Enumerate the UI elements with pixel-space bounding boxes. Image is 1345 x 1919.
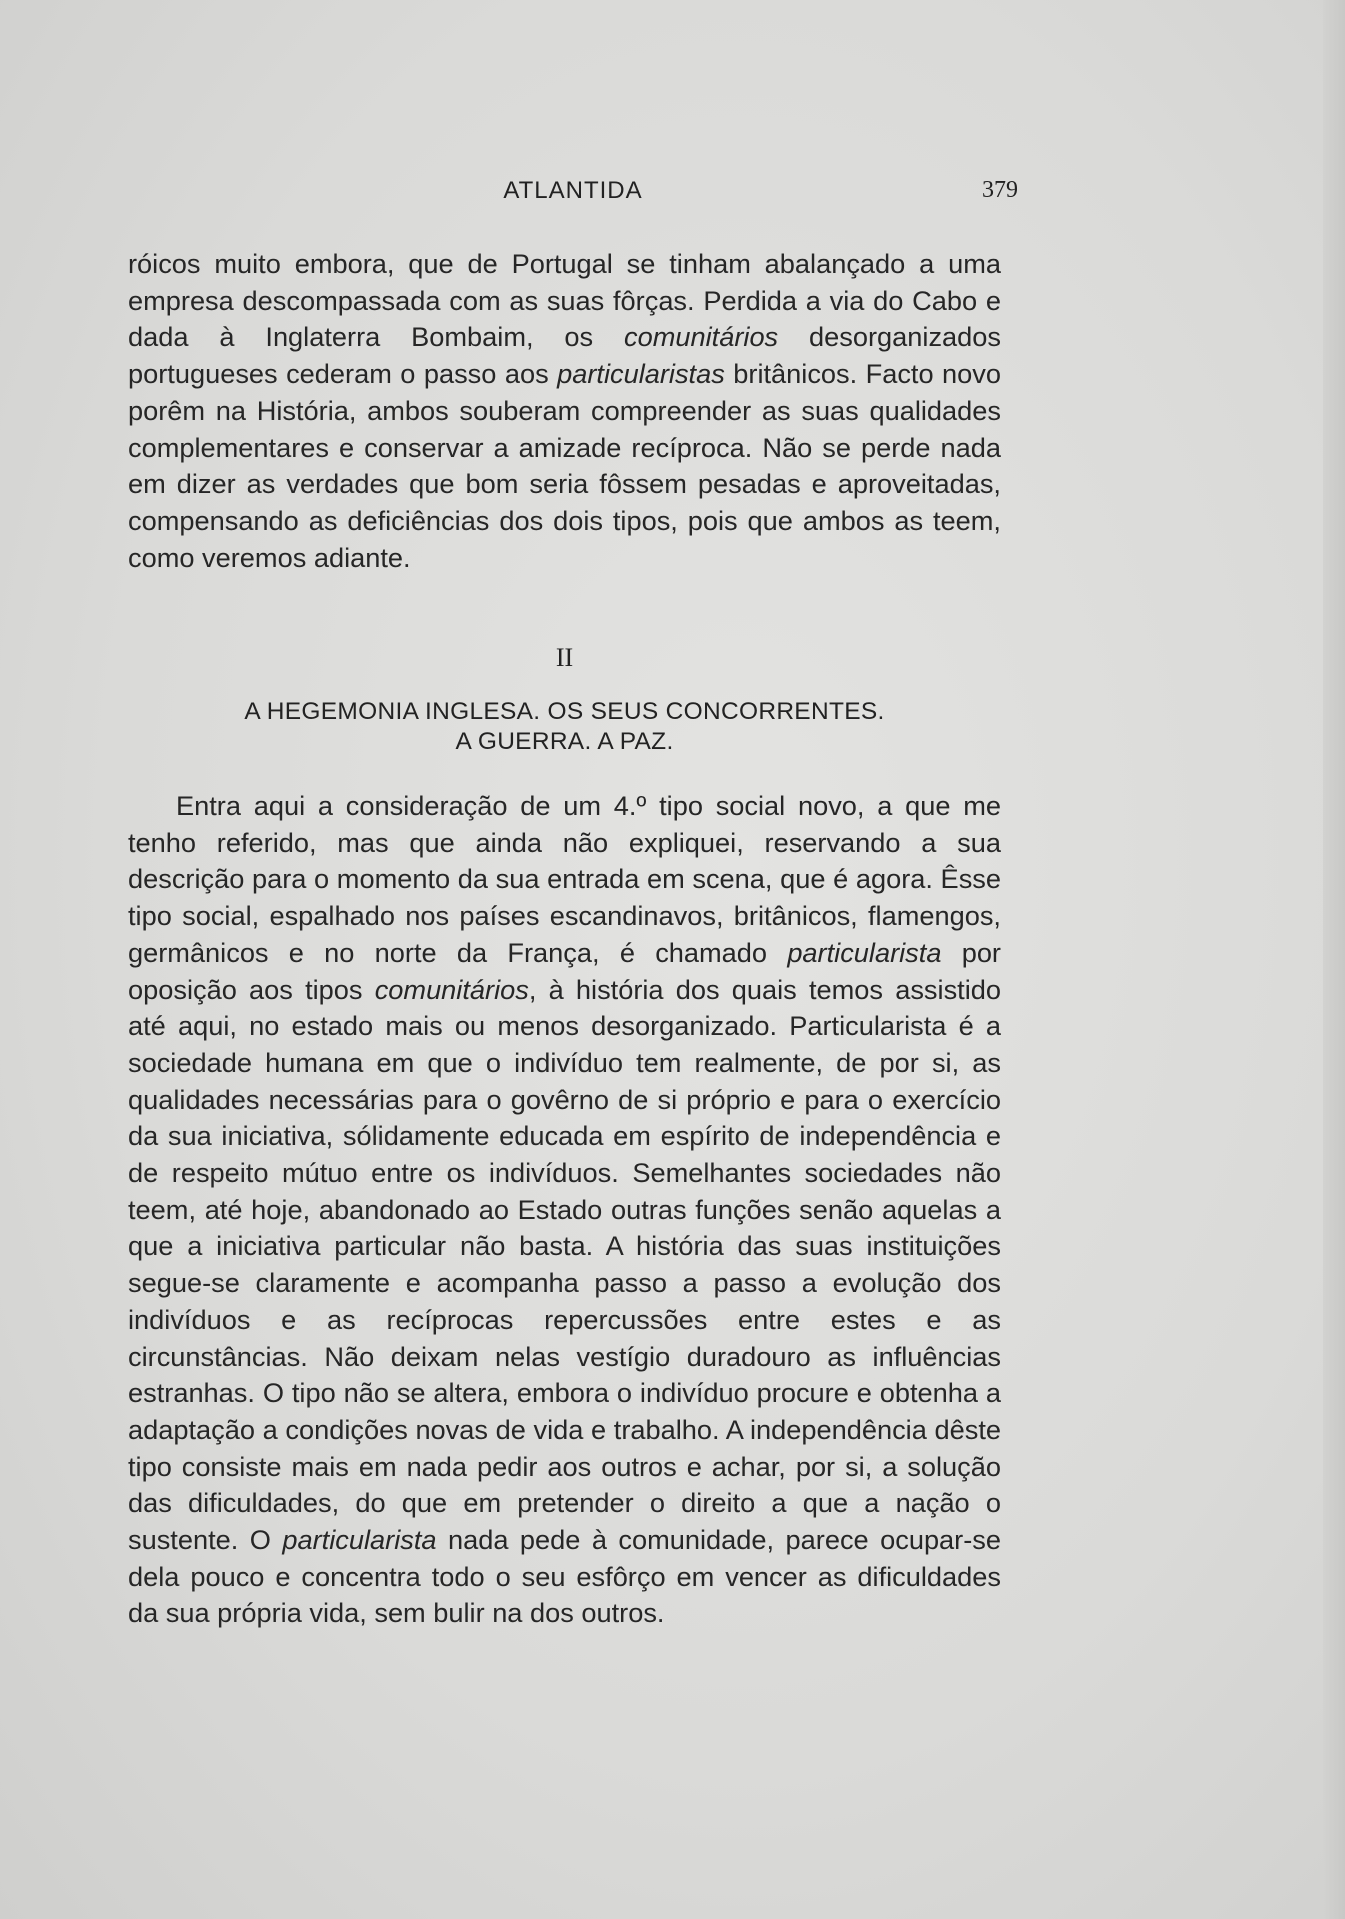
paragraph-2-text-c: , à história dos quais temos assistido até aqui, no estado mais ou menos desorganizado. Particularista é a sociedade humana em que o indivíduo tem realmente, de por si, as qualidades necessárias para o govêrno de si próprio e para o exercício da sua iniciativa, sólidamente educada em espírito de independência e de respeito mútuo entre os indivíduos. Semelhantes sociedades não teem, até hoje, abandonado ao Estado outras funções senão aquelas a que a iniciativa particular não basta. A história das suas instituições segue-se claramente e acompanha passo a passo a evolução dos indivíduos e as recíprocas repercussões entre estes e as circunstâncias. Não deixam nelas vestígio duradouro as influências estranhas. O tipo não se altera, embora o indivíduo procure e obtenha a adaptação a condições novas de vida e trabalho. A independência dêste tipo consiste mais em nada pedir aos outros e achar, por si, a solução das dificuldades, do que em pretender o direito a que a nação o sustente. O bbox=[128, 973, 1001, 1556]
page-header bbox=[128, 177, 1018, 211]
running-head: ATLANTIDA bbox=[503, 177, 643, 204]
paragraph-1-text-c: britânicos. Facto novo porêm na História, ambos souberam compreender as suas qualidades complementares e conservar a amizade recíproca. Não se perde nada em dizer as verdades que bom seria fôssem pesadas e aproveitadas, compensando as deficiências dos dois tipos, pois que ambos as teem, como veremos adiante. bbox=[128, 358, 1001, 573]
italic-term: particularista bbox=[787, 936, 942, 968]
paragraph-2-text-d: nada pede à comunidade, parece ocupar-se dela pouco e concentra todo o seu esfôrço em vencer as dificuldades da sua própria vida, sem bulir na dos outros. bbox=[128, 1524, 1002, 1629]
paragraph-1 bbox=[128, 246, 1001, 576]
section-number: II bbox=[555, 643, 574, 672]
page-number: 379 bbox=[982, 177, 1018, 203]
section-title bbox=[128, 697, 1001, 757]
paragraph-2-text-b: por oposição aos tipos bbox=[128, 936, 1001, 1005]
italic-term: particularistas bbox=[557, 358, 725, 390]
paragraph-2-text-a: Entra aqui a consideração de um 4.º tipo social novo, a que me tenho referido, mas que ainda não expliquei, reservando a sua descrição para o momento da sua entrada em scena, que é agora. Êsse tipo social, espalhado nos países escandinavos, britânicos, flamengos, germânicos e no norte da França, é chamado bbox=[128, 790, 1001, 968]
page-edge-shadow bbox=[1323, 0, 1345, 1919]
paragraph-2 bbox=[128, 788, 1001, 1632]
section-title-line-2: A GUERRA. A PAZ. bbox=[455, 728, 674, 755]
section-title-line-1: A HEGEMONIA INGLESA. OS SEUS CONCORRENTES. bbox=[244, 698, 885, 725]
paragraph-1-text-b: desorganizados portugueses cederam o passo aos bbox=[128, 321, 1002, 390]
paragraph-1-text-a: róicos muito embora, que de Portugal se tinham abalançado a uma empresa descompassada com as suas fôrças. Perdida a via do Cabo e dada à Inglaterra Bombaim, os bbox=[128, 248, 1001, 353]
italic-term: comunitários bbox=[624, 321, 779, 353]
italic-term: particularista bbox=[282, 1524, 437, 1556]
italic-term: comunitários bbox=[374, 973, 529, 1005]
